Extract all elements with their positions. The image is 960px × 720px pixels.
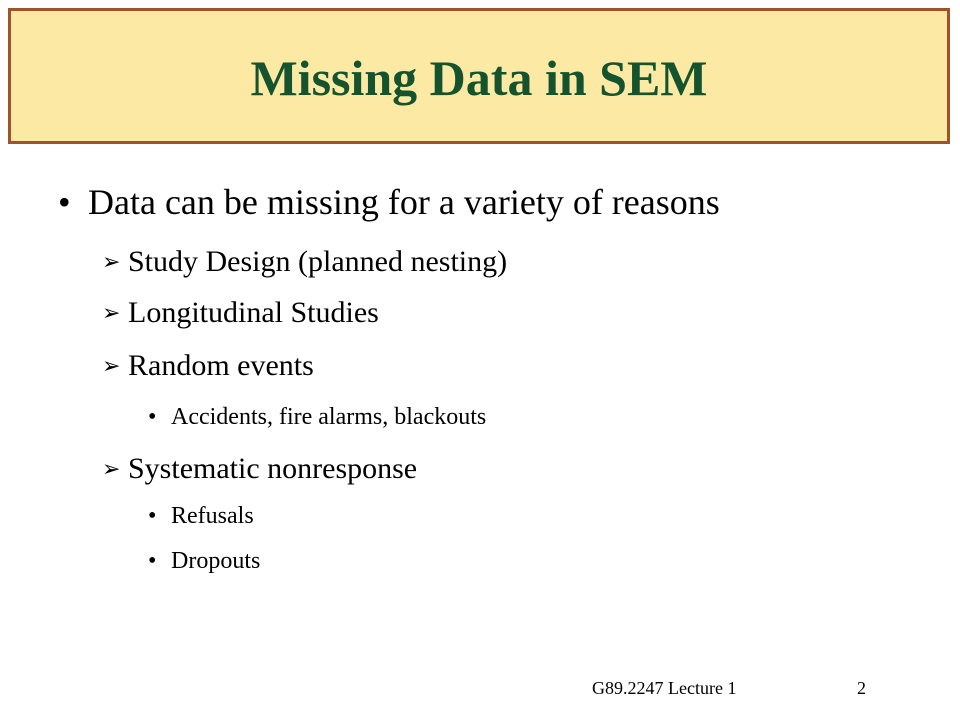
sub-bullet-item bbox=[102, 298, 379, 328]
sub-bullet-text: Random events bbox=[128, 349, 314, 382]
bullet-text: Data can be missing for a variety of reasons bbox=[88, 182, 720, 222]
arrow-bullet-icon: ➢ bbox=[102, 301, 121, 326]
arrow-bullet-icon: ➢ bbox=[102, 457, 121, 482]
slide-number: 2 bbox=[857, 678, 866, 698]
sub-bullet-text: Longitudinal Studies bbox=[128, 296, 379, 329]
bullet-marker: • bbox=[148, 548, 157, 574]
bullet-marker: • bbox=[58, 182, 71, 222]
arrow-bullet-icon: ➢ bbox=[102, 250, 121, 275]
bullet-marker: • bbox=[148, 503, 157, 529]
sub-bullet-text: Study Design (planned nesting) bbox=[128, 245, 508, 278]
arrow-bullet-icon: ➢ bbox=[102, 354, 121, 379]
sub-sub-bullet-item bbox=[148, 549, 260, 573]
sub-bullet-item bbox=[102, 247, 507, 277]
sub-sub-bullet-text: Refusals bbox=[171, 503, 254, 529]
bullet-marker: • bbox=[148, 404, 157, 430]
sub-sub-bullet-text: Dropouts bbox=[171, 548, 261, 574]
sub-bullet-item bbox=[102, 454, 417, 484]
sub-sub-bullet-item bbox=[148, 405, 486, 429]
sub-bullet-text: Systematic nonresponse bbox=[128, 452, 418, 485]
footer-course-label: G89.2247 Lecture 1 bbox=[592, 678, 737, 698]
bullet-item bbox=[58, 184, 720, 220]
sub-sub-bullet-text: Accidents, fire alarms, blackouts bbox=[171, 404, 487, 430]
slide-title: Missing Data in SEM bbox=[250, 50, 708, 106]
sub-sub-bullet-item bbox=[148, 504, 254, 528]
sub-bullet-item bbox=[102, 351, 314, 381]
